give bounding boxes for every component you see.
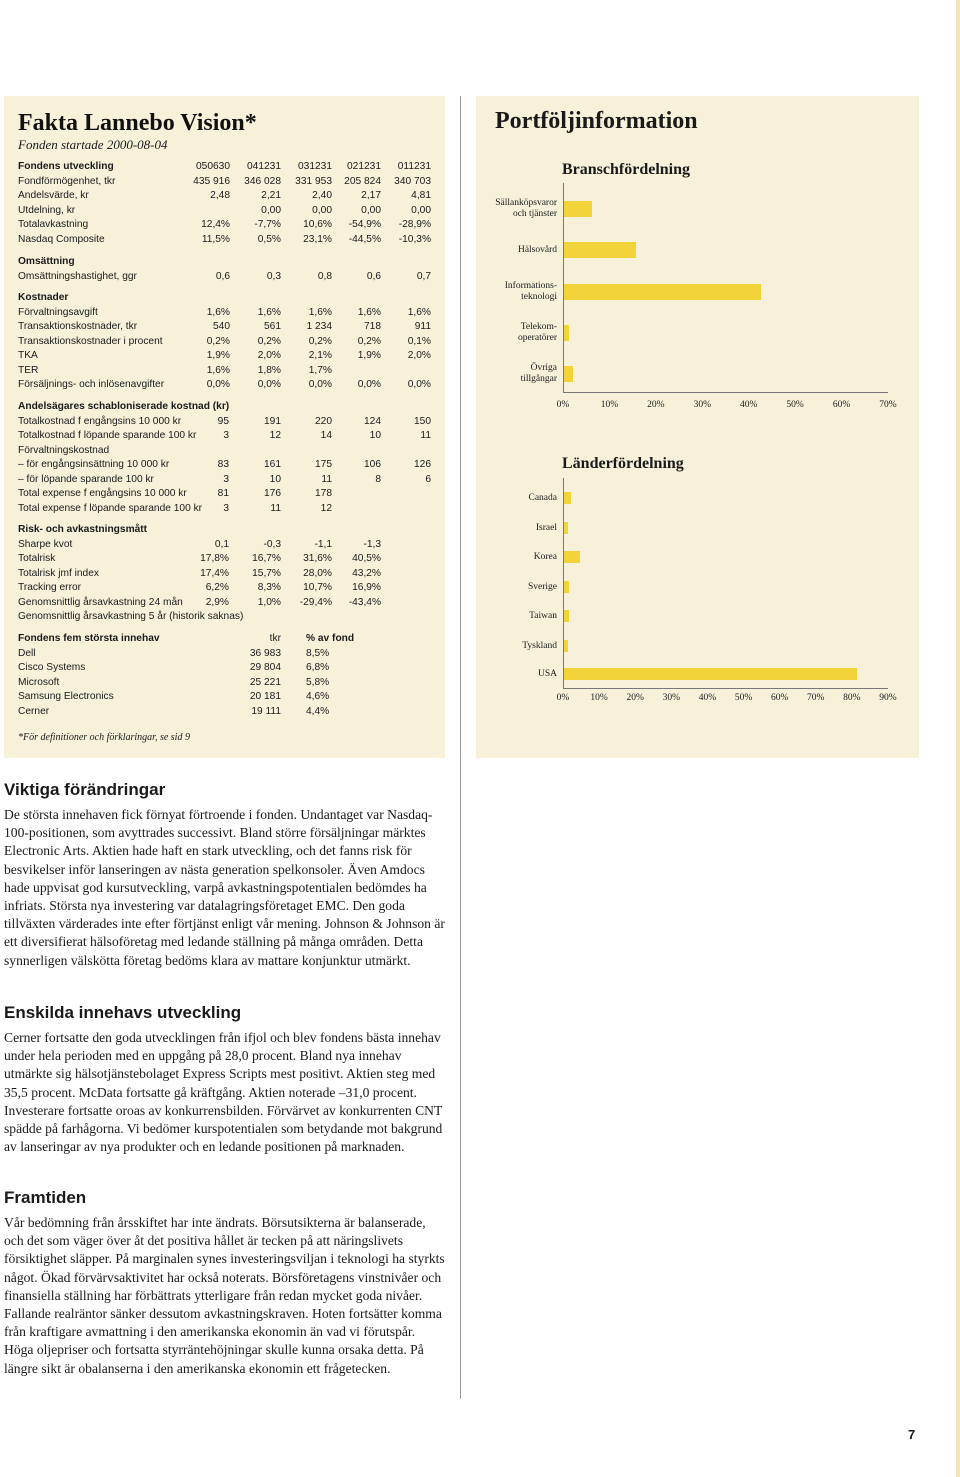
cell-value: 124 (364, 415, 381, 427)
cell-value: 220 (315, 415, 332, 427)
cell-value: 106 (364, 459, 381, 470)
category-line: Informations- (504, 281, 557, 291)
cell-value: 3 (223, 473, 229, 485)
row-label: Förvaltningskostnad (18, 444, 110, 456)
cell-value: 0,0% (257, 379, 281, 390)
cell-value: 11 (420, 430, 431, 441)
cell-value: 95 (217, 415, 229, 427)
cell-value: 0,00 (361, 204, 381, 216)
page-edge-strip (956, 0, 960, 1477)
portfolio-title: Portföljinformation (495, 108, 698, 134)
cell-value: 43,2% (352, 567, 381, 579)
row-label: Totalavkastning (18, 219, 89, 230)
cell-value: 2,0% (257, 350, 281, 361)
cell-value: 126 (414, 459, 431, 470)
chart-title: Länderfördelning (562, 455, 684, 472)
category-label (467, 611, 557, 622)
category-line: Israel (535, 522, 557, 533)
column-header: % av fond (306, 633, 355, 644)
section-text-future: Vår bedömning från årsskiftet har inte ändrats. Börsutsikterna är balanserade, och det som väger över åt det positiva hållet är tecken på att näringslivets försiktighet släpper. På marginalen synes investeringsviljan i teknologi ha styrkts något. Ökad förvärvsaktivitet har också noterats. Börsföretagens vinstnivåer och finansiella ställning har förbättrats ytterligare från redan mycket goda nivåer. Fallande realräntor sänker dessutom avkastningskraven. Hoten fortsätter komma från kraftigare avmattning i den amerikanska ekonomin än vad vi förutspår. Höga oljepriser och fortsatta styrräntehöjningar skulle kunna orsaka detta. På längre sikt är obalanserna i den amerikanska ekonomin ett frågetecken. (4, 1215, 445, 1376)
category-line: teknologi (521, 292, 557, 302)
row-label: Totalrisk jmf index (18, 567, 99, 579)
bar-3 (564, 581, 569, 593)
cell-value: 11 (321, 473, 332, 485)
cell-value: 0,2% (257, 335, 281, 347)
category-line: Taiwan (529, 610, 557, 621)
category-line: Canada (528, 492, 557, 503)
row-label: Sharpe kvot (18, 538, 73, 550)
cell-value: 28,0% (303, 567, 332, 579)
cell-value: 435 916 (193, 175, 230, 187)
section-text-holdings: Cerner fortsatte den goda utvecklingen från ifjol och blev fondens bästa innehav under hela perioden med en uppgång på 28,0 procent. Bland nya innehav utmärkte sig hälsotjänstebolaget Express Scripts mest positivt. Aktien steg med 35,5 procent. McData fortsatte gå kräftgång. Aktien noterade –31,0 procent. Investerare fortsatte oroas av konkurrensbilden. Förvärvet av konkurrenten CNT spädde på farhågorna. Vi bedömer kurspotentialen som betydande mot bakgrund av lanseringar av nya produkter och en ledande positionen på marknaden. (4, 1030, 443, 1155)
row-label: Transaktionskostnader, tkr (18, 321, 138, 332)
x-tick-label: 0% (556, 400, 570, 410)
x-tick-label: 60% (832, 400, 851, 410)
row-label: Utdelning, kr (18, 204, 76, 216)
cell-value: 4,81 (411, 190, 431, 201)
category-line: Hälsovård (517, 244, 557, 255)
cell-value: 6,2% (205, 582, 229, 593)
cell-value: 3 (223, 502, 229, 514)
row-label: Totalkostnad f löpande sparande 100 kr (18, 430, 197, 441)
cell-value: 346 028 (244, 175, 281, 187)
cell-value: 540 (213, 321, 230, 332)
category-label (467, 198, 557, 220)
cell-value: -1,3 (363, 538, 381, 550)
cell-value: 81 (217, 488, 229, 499)
cell-value: 0,1 (214, 538, 229, 550)
cell-value: 15,7% (252, 567, 281, 579)
cell-value: 0,0% (357, 379, 381, 390)
cell-value: 31,6% (303, 553, 332, 564)
cell-value: 561 (264, 321, 281, 332)
cell-value: 0,6 (215, 270, 230, 282)
section-title-changes: Viktiga förändringar (4, 780, 166, 799)
row-label: Genomsnittlig årsavkastning 5 år (historik saknas) (18, 611, 244, 622)
x-tick-label: 30% (662, 693, 681, 703)
column-header: tkr (269, 633, 281, 644)
page-number: 7 (908, 1427, 916, 1442)
cell-value: 0,1% (407, 335, 431, 347)
category-line: USA (537, 668, 557, 679)
bar-5 (564, 640, 568, 652)
x-tick-label: 20% (647, 400, 665, 410)
cell-value: -54,9% (348, 219, 381, 230)
section-header: Omsättning (18, 256, 75, 267)
section-header: Risk- och avkastningsmått (18, 524, 148, 535)
holding-name: Samsung Electronics (18, 691, 114, 702)
cell-value: -28,9% (398, 219, 431, 230)
cell-value: 331 953 (295, 175, 332, 187)
cell-value: 12,4% (201, 219, 230, 230)
cell-value: 83 (217, 459, 229, 470)
row-label: Totalrisk (18, 553, 56, 564)
cell-value: 1,6% (206, 364, 230, 376)
cell-value: 23,1% (303, 233, 332, 245)
cell-value: 1,6% (257, 306, 281, 318)
cell-value: 718 (364, 321, 381, 332)
holding-name: Cisco Systems (18, 662, 86, 673)
cell-value: 16,9% (352, 582, 381, 593)
holding-value: 20 181 (249, 691, 281, 702)
row-label: Nasdaq Composite (18, 233, 105, 245)
category-label (467, 363, 557, 385)
bar-2 (564, 284, 761, 300)
category-line: operatörer (517, 333, 557, 343)
bar-6 (564, 668, 857, 680)
x-tick-label: 70% (807, 693, 825, 703)
cell-value: -1,1 (314, 538, 332, 550)
holding-name: Cerner (18, 705, 50, 717)
holding-value: 25 221 (249, 676, 281, 688)
cell-value: 340 703 (394, 175, 431, 187)
x-tick-label: 50% (734, 693, 753, 703)
cell-value: 0,00 (411, 204, 431, 216)
bar-0 (564, 201, 592, 217)
row-label: – för engångsinsättning 10 000 kr (18, 459, 170, 470)
cell-value: 0,00 (261, 204, 281, 216)
cell-value: 17,8% (200, 553, 229, 564)
category-line: och tjänster (512, 209, 557, 219)
x-tick-label: 40% (698, 693, 717, 703)
cell-value: 11,5% (201, 233, 230, 245)
x-axis (563, 688, 888, 689)
section-header: Fondens utveckling (18, 161, 114, 172)
cell-value: -0,3 (263, 538, 281, 550)
category-label (467, 245, 557, 256)
category-line: Telekom- (520, 322, 557, 332)
cell-value: 2,0% (407, 350, 431, 361)
cell-value: 2,40 (312, 190, 332, 201)
x-tick-label: 30% (693, 400, 711, 410)
cell-value: 12 (269, 430, 281, 441)
row-label: – för löpande sparande 100 kr (18, 473, 154, 485)
category-label (467, 641, 557, 652)
column-date: 011231 (397, 161, 431, 172)
cell-value: 0,2% (357, 335, 381, 347)
x-tick-label: 0% (556, 693, 570, 703)
cell-value: 1,8% (257, 364, 281, 376)
column-date: 041231 (247, 161, 281, 172)
x-tick-label: 20% (626, 693, 644, 703)
cell-value: 0,8 (317, 270, 332, 282)
cell-value: 10 (369, 430, 381, 441)
holding-name: Microsoft (18, 676, 60, 688)
cell-value: 0,7 (416, 270, 431, 282)
holding-percent: 8,5% (306, 647, 330, 659)
cell-value: 191 (264, 415, 281, 427)
cell-value: 2,48 (210, 190, 230, 201)
cell-value: 0,0% (308, 379, 332, 390)
category-label (467, 322, 557, 344)
row-label: Genomsnittlig årsavkastning 24 mån (18, 596, 183, 608)
cell-value: 1,6% (407, 306, 431, 318)
section-header: Andelsägares schabloniserade kostnad (kr) (18, 401, 230, 412)
row-label: Total expense f löpande sparande 100 kr (18, 502, 203, 514)
cell-value: 176 (264, 488, 281, 499)
bar-2 (564, 551, 580, 563)
section-title-future: Framtiden (4, 1188, 87, 1207)
cell-value: 0,2% (308, 335, 332, 347)
cell-value: 0,5% (257, 233, 281, 245)
x-tick-label: 40% (739, 400, 758, 410)
cell-value: 3 (223, 430, 229, 441)
cell-value: -44,5% (348, 233, 381, 245)
cell-value: 178 (315, 488, 332, 499)
x-axis (563, 392, 888, 393)
holding-value: 29 804 (249, 662, 281, 673)
cell-value: -7,7% (254, 219, 281, 230)
cell-value: 161 (264, 459, 281, 470)
cell-value: 1,9% (357, 350, 381, 361)
cell-value: 16,7% (252, 553, 281, 564)
category-label (467, 523, 557, 534)
category-line: Övriga (530, 363, 557, 373)
bar-3 (564, 325, 569, 341)
section-title-holdings: Enskilda innehavs utveckling (4, 1003, 242, 1022)
cell-value: 0,00 (312, 204, 332, 216)
x-tick-label: 90% (879, 693, 897, 703)
portfolio-panel (476, 96, 919, 758)
category-label (467, 493, 557, 504)
row-label: TKA (18, 350, 38, 361)
cell-value: 205 824 (344, 175, 381, 187)
cell-value: 40,5% (352, 553, 381, 564)
holding-percent: 4,6% (306, 691, 330, 702)
x-tick-label: 70% (879, 400, 897, 410)
cell-value: 0,6 (366, 270, 381, 282)
cell-value: 2,17 (361, 190, 381, 201)
fakta-subtitle: Fonden startade 2000-08-04 (18, 137, 168, 152)
x-tick-label: 10% (600, 400, 619, 410)
holding-value: 19 111 (251, 705, 281, 717)
cell-value: 1,7% (308, 364, 332, 376)
cell-value: 1,9% (206, 350, 230, 361)
bar-0 (564, 492, 571, 504)
category-line: Tyskland (522, 640, 557, 651)
bar-4 (564, 366, 573, 382)
category-label (467, 669, 557, 680)
cell-value: 10,6% (303, 219, 332, 230)
column-date: 031231 (298, 161, 332, 172)
cell-value: -10,3% (398, 233, 431, 245)
cell-value: 6 (425, 473, 431, 485)
x-tick-label: 60% (770, 693, 789, 703)
section-header: Fondens fem största innehav (18, 633, 160, 644)
row-label: Fondförmögenhet, tkr (18, 175, 116, 187)
cell-value: 0,2% (206, 335, 230, 347)
cell-value: 2,9% (205, 596, 229, 608)
category-line: tillgångar (520, 374, 557, 384)
bar-4 (564, 610, 569, 622)
row-label: TER (18, 364, 39, 376)
column-date: 050630 (196, 161, 230, 172)
cell-value: 1,6% (357, 306, 381, 318)
row-label: Total expense f engångsins 10 000 kr (18, 488, 187, 499)
cell-value: 0,0% (206, 379, 230, 390)
row-label: Totalkostnad f engångsins 10 000 kr (18, 415, 182, 427)
cell-value: 0,0% (407, 379, 431, 390)
footnote: *För definitioner och förklaringar, se sid 9 (18, 732, 190, 743)
row-label: Andelsvärde, kr (18, 190, 89, 201)
cell-value: 175 (315, 459, 332, 470)
row-label: Förvaltningsavgift (18, 306, 98, 318)
category-line: Korea (533, 551, 557, 562)
category-label (467, 552, 557, 563)
holding-name: Dell (18, 647, 36, 659)
chart-title: Branschfördelning (562, 161, 691, 178)
column-divider (460, 96, 461, 1399)
cell-value: 8,3% (257, 582, 281, 593)
column-date: 021231 (347, 161, 381, 172)
cell-value: 10,7% (303, 582, 332, 593)
holding-percent: 5,8% (306, 676, 330, 688)
cell-value: 1,6% (308, 306, 332, 318)
cell-value: 1,6% (206, 306, 230, 318)
x-tick-label: 80% (843, 693, 861, 703)
x-tick-label: 10% (590, 693, 608, 703)
bar-1 (564, 522, 568, 534)
cell-value: 1,0% (257, 596, 281, 608)
cell-value: -43,4% (348, 596, 381, 608)
row-label: Omsättningshastighet, ggr (18, 270, 137, 282)
section-text-changes: De största innehaven fick förnyat förtroende i fonden. Undantaget var Nasdaq-100-positionen, som avyttrades successivt. Bland större försäljningar märktes Electronic Arts. Aktien hade haft en stark utveckling, och det fanns risk för besvikelser inför lanseringen av nästa generation spelkonsoler. Även Amdocs hade uppvisat god kursutveckling, varpå avkastningspotentialen bedömdes ha infriats. Största nya investering var datalagringsföretaget EMC. Den goda tillväxten värderades inte efter förtjänst enligt vår mening. Johnson & Johnson är ett diversifierat hälsoföretag med ledande ställning på många områden. Detta synnerligen välskötta företag bedöms klara av mattare konjunktur utmärkt. (4, 807, 445, 968)
cell-value: 12 (320, 502, 332, 514)
holding-percent: 6,8% (306, 662, 330, 673)
cell-value: 150 (414, 415, 431, 427)
cell-value: -29,4% (299, 596, 332, 608)
cell-value: 0,3 (266, 270, 281, 282)
holding-percent: 4,4% (306, 705, 330, 717)
row-label: Transaktionskostnader i procent (18, 335, 163, 347)
cell-value: 17,4% (200, 567, 229, 579)
cell-value: 2,1% (308, 350, 332, 361)
cell-value: 8 (375, 473, 381, 485)
row-label: Tracking error (18, 582, 82, 593)
fakta-title: Fakta Lannebo Vision* (18, 110, 257, 136)
category-label (467, 582, 557, 593)
holding-value: 36 983 (249, 647, 281, 659)
cell-value: 1 234 (306, 321, 332, 332)
row-label: Försäljnings- och inlösenavgifter (18, 379, 165, 390)
x-tick-label: 50% (786, 400, 804, 410)
section-header: Kostnader (18, 292, 69, 303)
cell-value: 2,21 (261, 190, 281, 201)
cell-value: 911 (414, 321, 431, 332)
category-label (467, 281, 557, 303)
bar-1 (564, 242, 636, 258)
category-line: Sällanköpsvaror (495, 198, 557, 208)
cell-value: 11 (270, 502, 281, 514)
category-line: Sverige (527, 581, 557, 592)
cell-value: 10 (269, 473, 281, 485)
cell-value: 14 (320, 430, 332, 441)
